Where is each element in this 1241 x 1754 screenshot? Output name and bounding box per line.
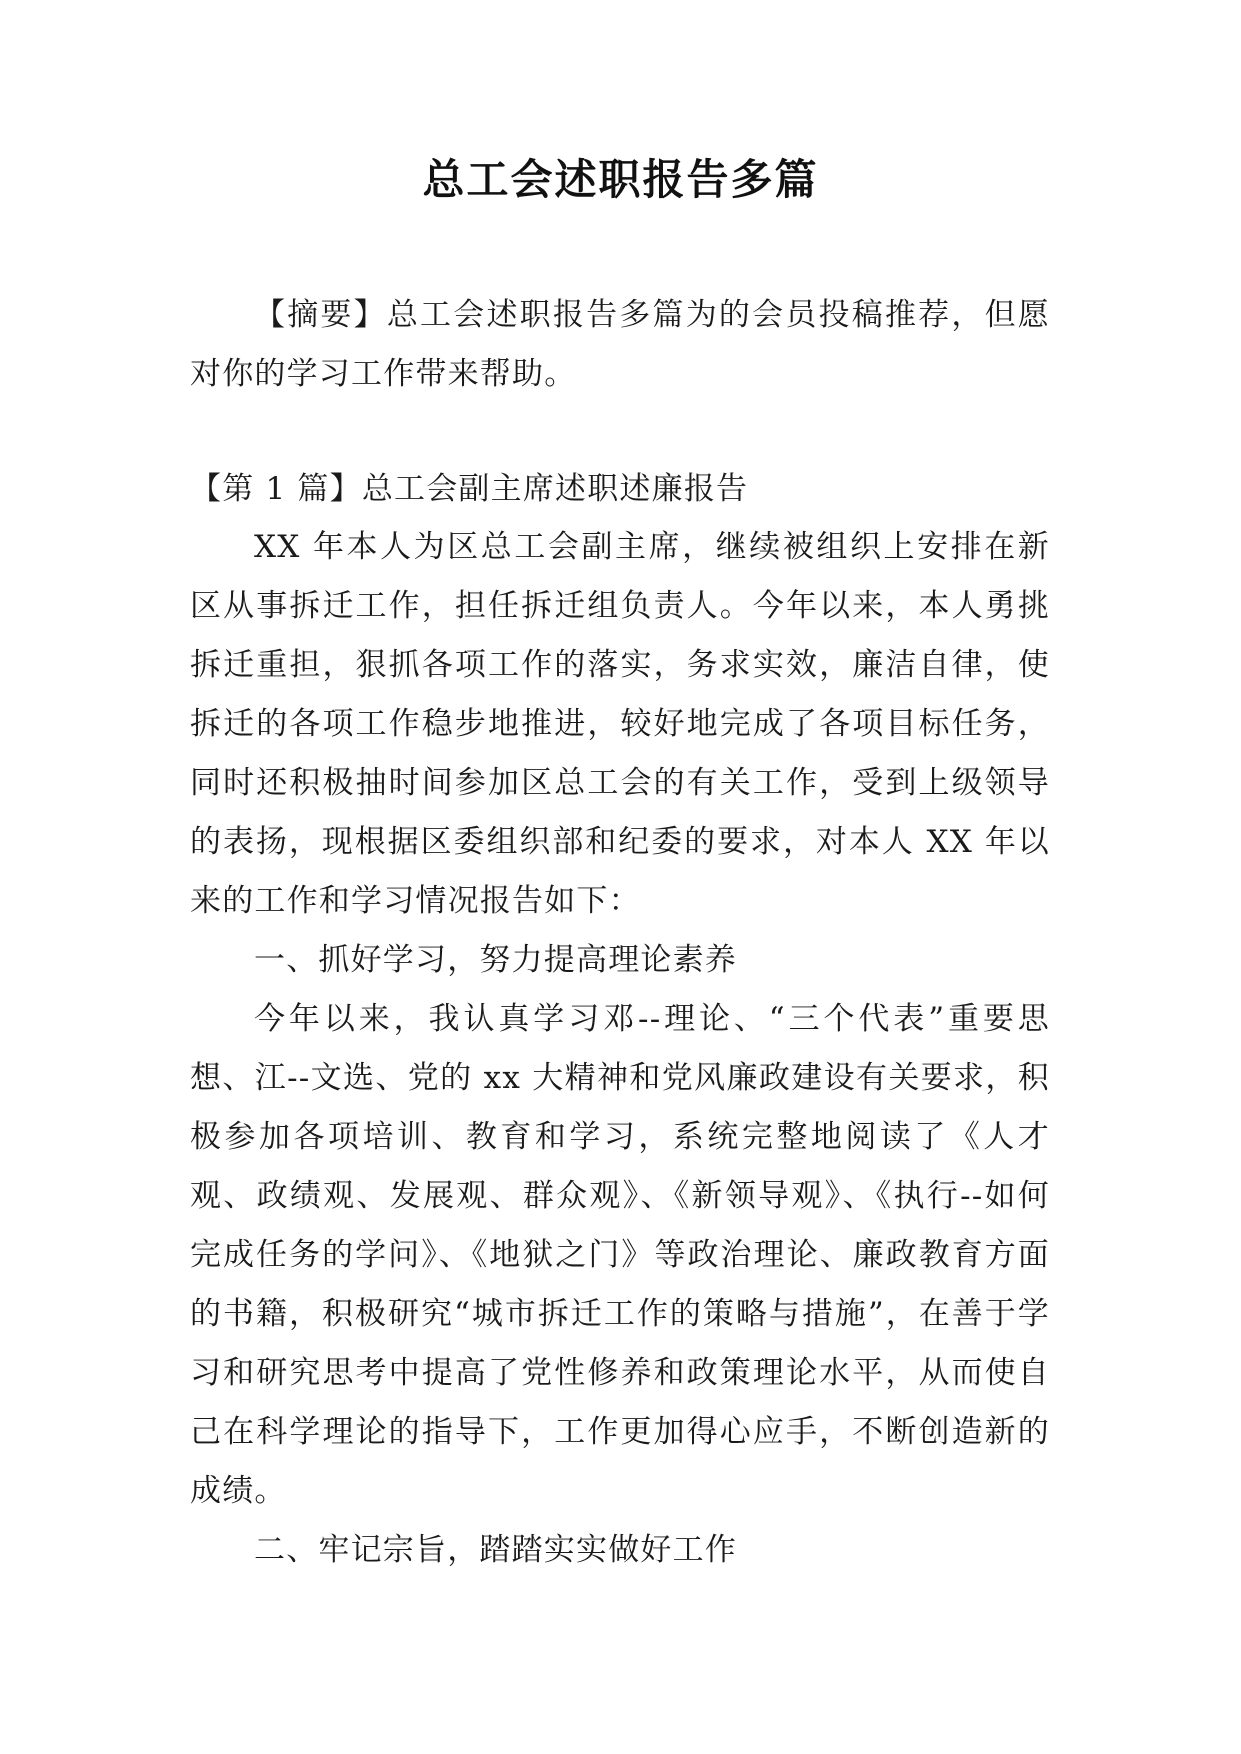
- section-heading-1: 一、抓好学习，努力提高理论素养: [254, 942, 737, 978]
- body-paragraph-study: 今年以来，我认真学习邓--理论、“三个代表”重要思想、江--文选、党的 xx 大精神和党风廉政建设有关要求，积极参加各项培训、教育和学习，系统完整地阅读了《人才观、政绩观、发展观、群众观》、《新领导观》、《执行--如何完成任务的学问》、《地狱之门》等政治理论、廉政教育方面的书籍，积极研究“城市拆迁工作的策略与措施”，在善于学习和研究思考中提高了党性修养和政策理论水平，从而使自己在科学理论的指导下，工作更加得心应手，不断创造新的成绩。: [190, 1001, 1050, 1509]
- article-body: [190, 518, 1050, 1580]
- body-paragraph-intro: XX 年本人为区总工会副主席，继续被组织上安排在新区从事拆迁工作，担任拆迁组负责人。今年以来，本人勇挑拆迁重担，狠抓各项工作的落实，务求实效，廉洁自律，使拆迁的各项工作稳步地推进，较好地完成了各项目标任务，同时还积极抽时间参加区总工会的有关工作，受到上级领导的表扬，现根据区委组织部和纪委的要求，对本人 XX 年以来的工作和学习情况报告如下：: [190, 529, 1050, 919]
- document-title: 总工会述职报告多篇: [422, 155, 819, 204]
- article-heading: 【第 1 篇】总工会副主席述职述廉报告: [190, 471, 749, 507]
- abstract-paragraph: 【摘要】总工会述职报告多篇为的会员投稿推荐，但愿对你的学习工作带来帮助。: [190, 297, 1050, 392]
- section-heading-2: 二、牢记宗旨，踏踏实实做好工作: [254, 1532, 737, 1568]
